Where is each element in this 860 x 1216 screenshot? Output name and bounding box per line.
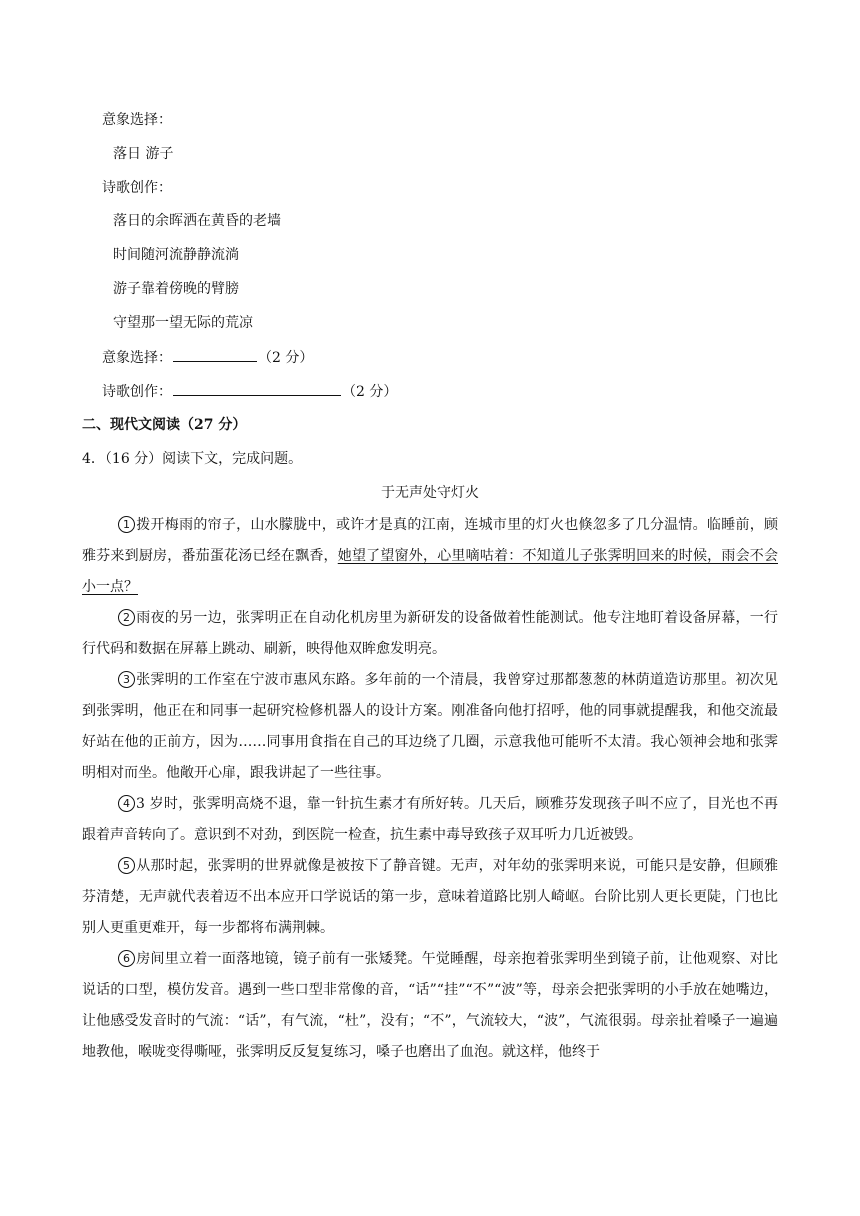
answer-blank[interactable] xyxy=(173,347,257,362)
question-poem-label: 诗歌创作： xyxy=(102,384,172,400)
question-imagery xyxy=(102,347,313,368)
article-title: 于无声处守灯火 xyxy=(381,485,479,501)
score: （2 分） xyxy=(258,350,314,366)
paragraph-number: 2 xyxy=(118,609,135,626)
paragraph: 6 房间里立着一面落地镜，镜子前有一张矮凳。午觉睡醒，母亲抱着张霁明坐到镜子前，让他观察、对比说话的口型，模仿发音。遇到一些口型非常像的音，“话”“挂”“不”“波”等，母亲会把张霁明的小手放在她嘴边，让他感受发音时的气流：“话”，有气流，“杜”，没有；“不”，气流较大，“波”，气流很弱。母亲扯着嗓子一遍遍地教他，喉咙变得嘶哑，张霁明反反复复练习，嗓子也磨出了血泡。就这样，他终于 xyxy=(82,951,778,1060)
question-poem xyxy=(102,381,397,402)
imagery-label: 意象选择： xyxy=(102,112,172,128)
paragraph-number: 5 xyxy=(118,857,135,874)
paragraph: 5 从那时起，张霁明的世界就像是被按下了静音键。无声，对年幼的张霁明来说，可能只是安静，但顾雅芬清楚，无声就代表着迈不出本应开口学说话的第一步，意味着道路比别人崎岖。台阶比别人更长更陡，门也比别人更重更难开，每一步都将布满荆棘。 xyxy=(82,858,778,936)
paragraph: 3 张霁明的工作室在宁波市惠风东路。多年前的一个清晨，我曾穿过那都葱葱的林荫道造访那里。初次见到张霁明，他正在和同事一起研究检修机器人的设计方案。刚准备向他打招呼，他的同事就提醒我，和他交流最好站在他的正前方，因为……同事用食指在自己的耳边绕了几圈，示意我他可能听不太清。我心领神会地和张霁明相对而坐。他敞开心扉，跟我讲起了一些往事。 xyxy=(82,672,778,781)
question-stem: 4．（16 分）阅读下文，完成问题。 xyxy=(82,451,303,467)
poem-line: 落日的余晖洒在黄昏的老墙 xyxy=(113,213,281,229)
paragraph-number: 4 xyxy=(118,795,135,812)
question-imagery-label: 意象选择： xyxy=(102,350,172,366)
imagery-answer: 落日 游子 xyxy=(113,146,174,162)
paragraph-number: 6 xyxy=(118,950,135,967)
article-body xyxy=(82,510,778,1068)
paragraph-number: 3 xyxy=(118,671,135,688)
answer-blank[interactable] xyxy=(173,381,341,396)
paragraph: 1 拨开梅雨的帘子，山水朦胧中，或许才是真的江南，连城市里的灯火也倏忽多了几分温情。临睡前，顾雅芬来到厨房，番茄蛋花汤已经在飘香，她望了望窗外，心里嘀咕着：不知道儿子张霁明回来的时候，雨会不会小一点？ xyxy=(82,517,778,595)
paragraph: 4 3 岁时，张霁明高烧不退，靠一针抗生素才有所好转。几天后，顾雅芬发现孩子叫不应了，目光也不再跟着声音转向了。意识到不对劲，到医院一检查，抗生素中毒导致孩子双耳听力几近被毁。 xyxy=(82,796,778,843)
underlined-sentence: 她望了望窗外，心里嘀咕着：不知道儿子张霁明回来的时候，雨会不会小一点？ xyxy=(82,548,778,595)
score: （2 分） xyxy=(342,384,398,400)
poem-line: 游子靠着傍晚的臂膀 xyxy=(113,281,239,297)
poem-label: 诗歌创作： xyxy=(102,180,172,196)
section-heading: 二、现代文阅读（27 分） xyxy=(82,417,247,433)
poem-line: 守望那一望无际的荒凉 xyxy=(113,315,253,331)
poem-line: 时间随河流静静流淌 xyxy=(113,247,239,263)
paragraph-number: 1 xyxy=(118,516,135,533)
paragraph: 2 雨夜的另一边，张霁明正在自动化机房里为新研发的设备做着性能测试。他专注地盯着设备屏幕，一行行代码和数据在屏幕上跳动、刷新，映得他双眸愈发明亮。 xyxy=(82,610,778,657)
